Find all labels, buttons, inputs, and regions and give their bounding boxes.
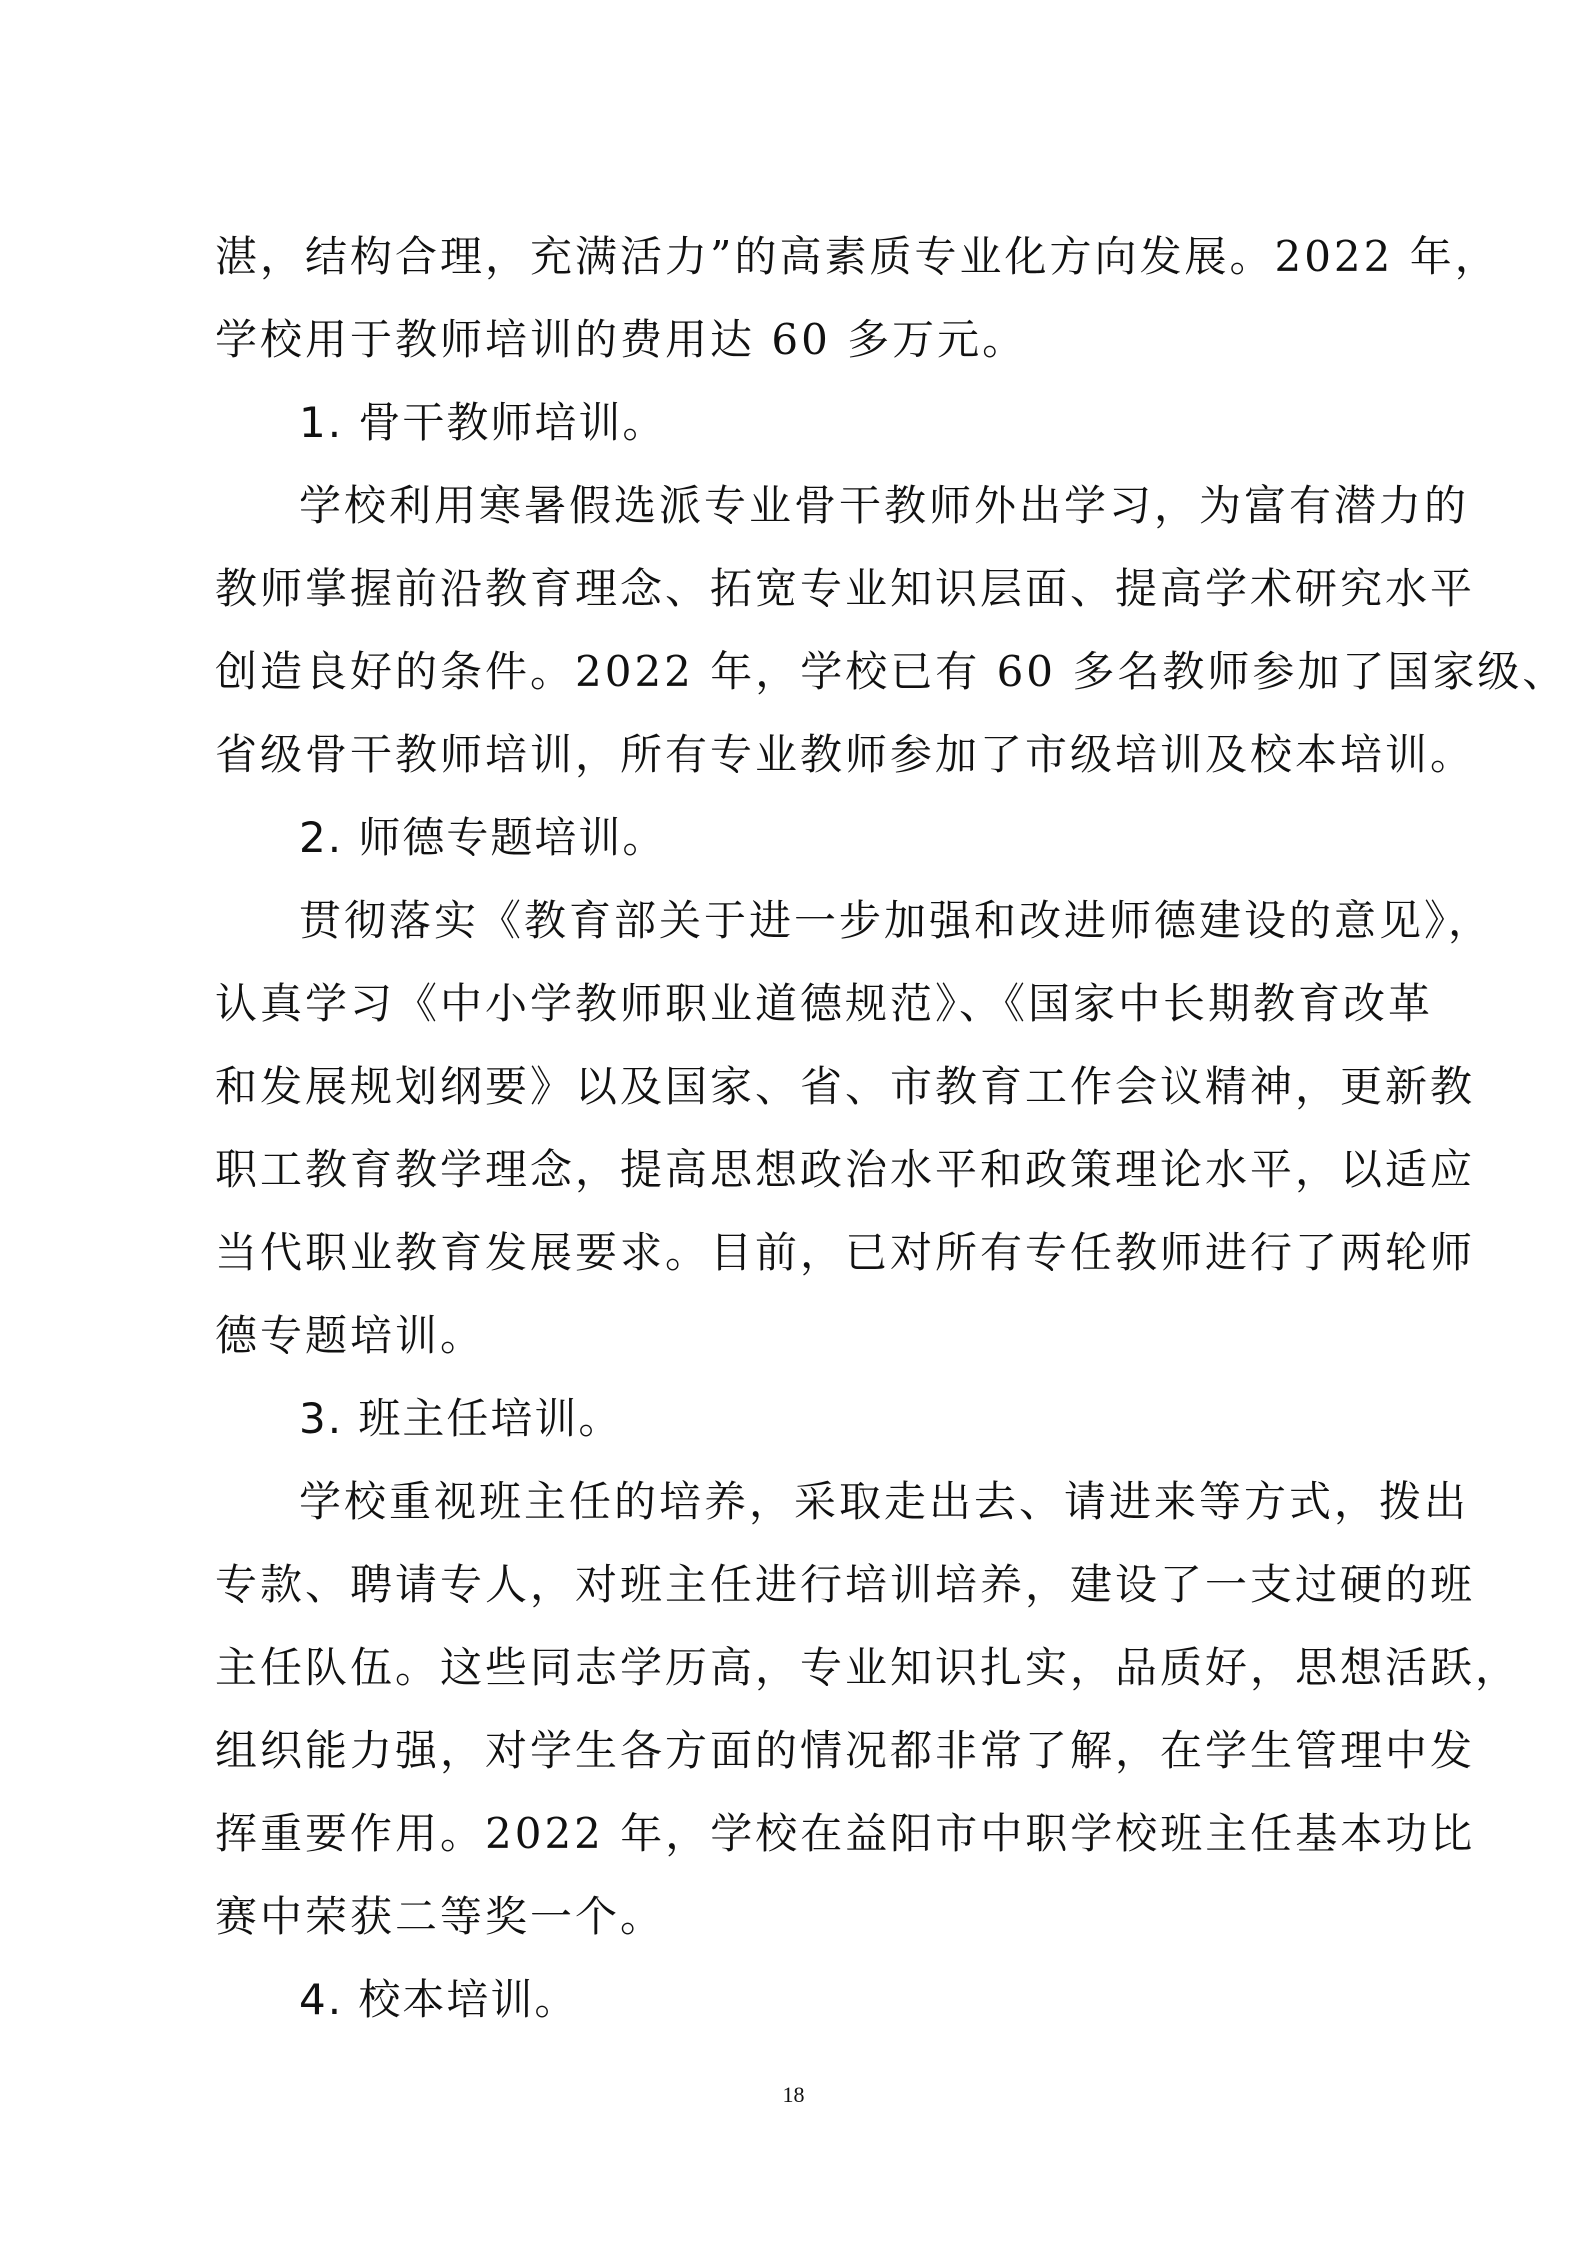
paragraph-line: 职工教育教学理念，提高思想政治水平和政策理论水平，以适应 [215,1145,1476,1194]
paragraph-line: 专款、聘请专人，对班主任进行培训培养，建设了一支过硬的班 [215,1560,1476,1609]
paragraph-line: 德专题培训。 [215,1311,486,1360]
paragraph-line: 教师掌握前沿教育理念、拓宽专业知识层面、提高学术研究水平 [215,564,1476,613]
paragraph-line: 赛中荣获二等奖一个。 [215,1892,666,1941]
section-heading-2: 2. 师德专题培训。 [299,813,667,862]
paragraph-line: 创造良好的条件。2022 年，学校已有 60 多名教师参加了国家级、 [215,647,1568,696]
page-number: 18 [782,2082,805,2107]
paragraph-line: 学校利用寒暑假选派专业骨干教师外出学习，为富有潜力的 [299,481,1470,530]
section-heading-1: 1. 骨干教师培训。 [299,398,667,447]
section-heading-3: 3. 班主任培训。 [299,1394,623,1443]
paragraph-line: 和发展规划纲要》以及国家、省、市教育工作会议精神，更新教 [215,1062,1476,1111]
paragraph-line: 当代职业教育发展要求。目前，已对所有专任教师进行了两轮师 [215,1228,1476,1277]
paragraph-line: 省级骨干教师培训，所有专业教师参加了市级培训及校本培训。 [215,730,1476,779]
section-heading-4: 4. 校本培训。 [299,1975,579,2024]
paragraph-line: 湛，结构合理，充满活力”的高素质专业化方向发展。2022 年， [215,232,1500,281]
paragraph-line: 挥重要作用。2022 年，学校在益阳市中职学校班主任基本功比 [215,1809,1476,1858]
paragraph-line: 学校重视班主任的培养，采取走出去、请进来等方式，拨出 [299,1477,1470,1526]
paragraph-line: 学校用于教师培训的费用达 60 多万元。 [215,315,1028,364]
document-body [215,215,1568,2041]
paragraph-line: 贯彻落实《教育部关于进一步加强和改进师德建设的意见》， [299,896,1494,945]
paragraph-line: 主任队伍。这些同志学历高，专业知识扎实，品质好，思想活跃， [215,1643,1521,1692]
paragraph-line: 认真学习《中小学教师职业道德规范》、《国家中长期教育改革 [215,979,1434,1028]
paragraph-line: 组织能力强，对学生各方面的情况都非常了解，在学生管理中发 [215,1726,1476,1775]
